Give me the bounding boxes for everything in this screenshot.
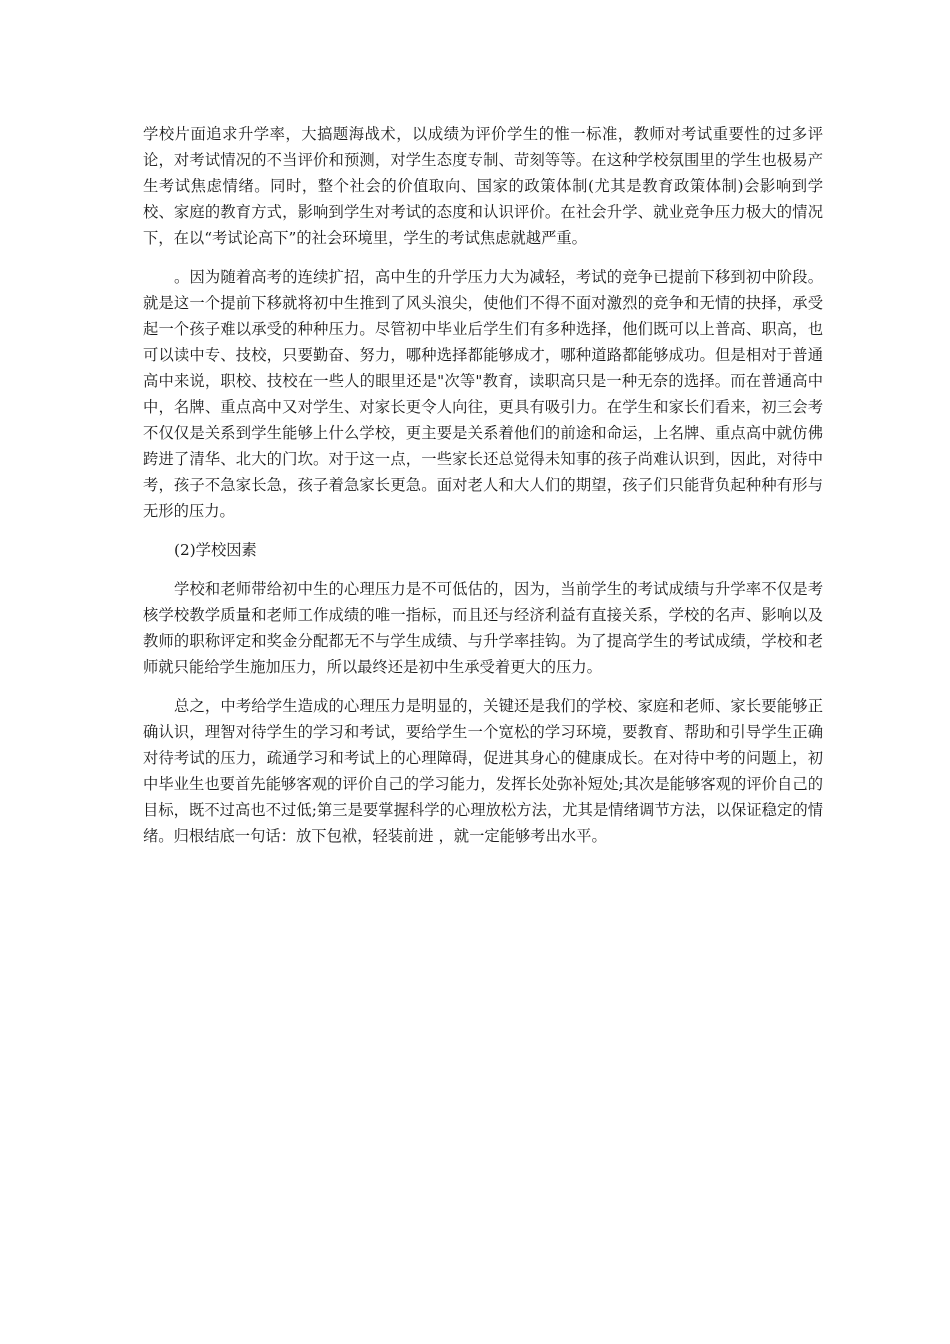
paragraph-school-pressure-intro: 学校片面追求升学率，大搞题海战术，以成绩为评价学生的惟一标准，教师对考试重要性的过多评论，对考试情况的不当评价和预测，对学生态度专制、苛刻等等。在这种学校氛围里的学生也极易产生考试焦虑情绪。同时，整个社会的价值取向、国家的政策体制(尤其是教育政策体制)会影响到学校、家庭的教育方式，影响到学生对考试的态度和认识评价。在社会升学、就业竞争压力极大的情况下，在以“考试论高下”的社会环境里，学生的考试焦虑就越严重。	[143, 125, 823, 247]
document-page	[143, 121, 823, 862]
paragraph-conclusion: 总之，中考给学生造成的心理压力是明显的，关键还是我们的学校、家庭和老师、家长要能够正确认识，理智对待学生的学习和考试，要给学生一个宽松的学习环境，要教育、帮助和引导学生正确对待考试的压力，疏通学习和考试上的心理障碍，促进其身心的健康成长。在对待中考的问题上，初中毕业生也要首先能够客观的评价自己的学习能力，发挥长处弥补短处;其次是能够客观的评价自己的目标，既不过高也不过低;第三是要掌握科学的心理放松方法，尤其是情绪调节方法，以保证稳定的情绪。归根结底一句话：放下包袱，轻装前进 ，就一定能够考出水平。	[143, 697, 823, 845]
paragraph-competition-shift: 。因为随着高考的连续扩招，高中生的升学压力大为减轻，考试的竞争已提前下移到初中阶段。就是这一个提前下移就将初中生推到了风头浪尖，使他们不得不面对激烈的竞争和无情的抉择，承受起一个孩子难以承受的种种压力。尽管初中毕业后学生们有多种选择，他们既可以上普高、职高，也可以读中专、技校，只要勤奋、努力，哪种选择都能够成才，哪种道路都能够成功。但是相对于普通高中来说，职校、技校在一些人的眼里还是"次等"教育，读职高只是一种无奈的选择。而在普通高中中，名牌、重点高中又对学生、对家长更令人向往，更具有吸引力。在学生和家长们看来，初三会考不仅仅是关系到学生能够上什么学校，更主要是关系着他们的前途和命运，上名牌、重点高中就仿佛跨进了清华、北大的门坎。对于这一点，一些家长还总觉得未知事的孩子尚难认识到，因此，对待中考，孩子不急家长急，孩子着急家长更急。面对老人和大人们的期望，孩子们只能背负起种种有形与无形的压力。	[143, 268, 823, 520]
section-heading-school-factors: (2)学校因素	[174, 541, 257, 559]
paragraph-school-teacher-pressure: 学校和老师带给初中生的心理压力是不可低估的，因为，当前学生的考试成绩与升学率不仅是考核学校教学质量和老师工作成绩的唯一指标，而且还与经济利益有直接关系，学校的名声、影响以及教师的职称评定和奖金分配都无不与学生成绩、与升学率挂钩。为了提高学生的考试成绩，学校和老师就只能给学生施加压力，所以最终还是初中生承受着更大的压力。	[143, 580, 823, 676]
